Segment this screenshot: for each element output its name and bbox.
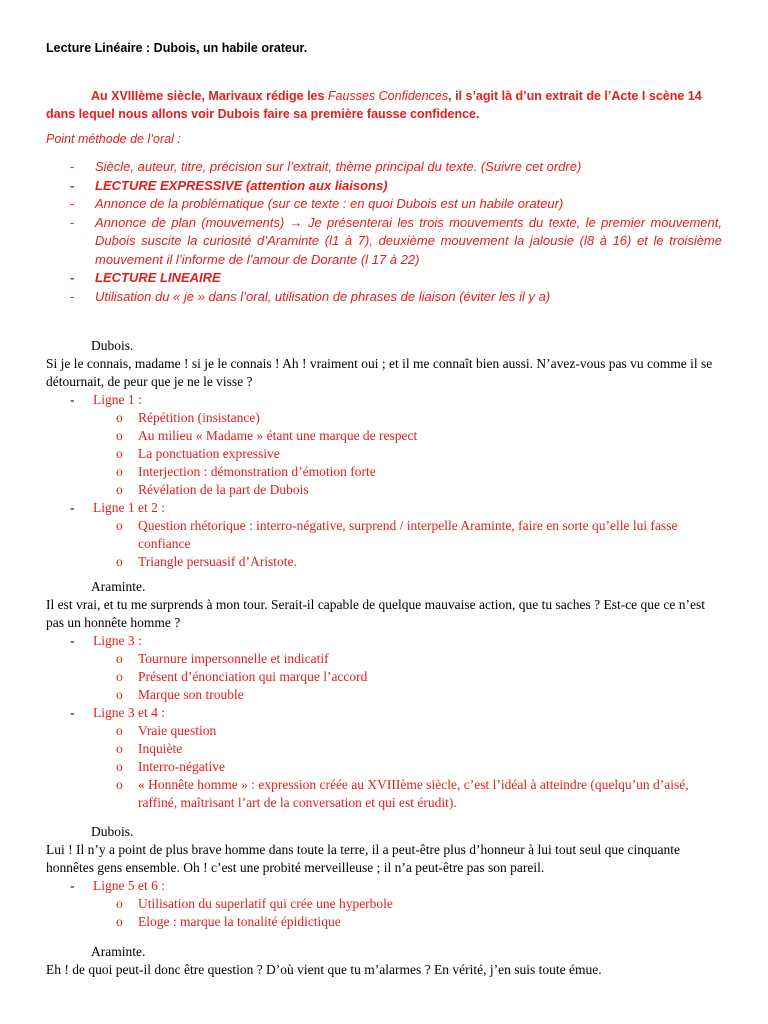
- note-items: [93, 722, 722, 812]
- note-group: [46, 499, 722, 571]
- bullet-marker: o: [116, 518, 123, 533]
- intro-before: Au XVIIIème siècle, Marivaux rédige les: [91, 89, 328, 103]
- note-item: [93, 776, 722, 812]
- note-items: [93, 895, 722, 931]
- note-item-text: Présent d’énonciation qui marque l’accord: [138, 669, 368, 684]
- note-list: [46, 632, 722, 812]
- note-item: [93, 463, 722, 481]
- note-item-text: Interro-négative: [138, 759, 225, 774]
- dash-marker: -: [70, 270, 75, 285]
- bullet-marker: o: [116, 428, 123, 443]
- bullet-marker: o: [116, 482, 123, 497]
- note-item-text: La ponctuation expressive: [138, 446, 280, 461]
- note-group: [46, 704, 722, 812]
- note-item-text: Répétition (insistance): [138, 410, 260, 425]
- method-heading: Point méthode de l’oral :: [46, 132, 181, 146]
- note-item: [93, 722, 722, 740]
- note-item: [93, 445, 722, 463]
- intro-after: , il s’agit là d’un extrait de l’Acte I scène 14 dans lequel nous allons voir Dubois faire sa première fausse confidence.: [46, 89, 702, 121]
- dash-marker: -: [70, 214, 75, 230]
- note-group: [46, 632, 722, 704]
- method-item-text: Annonce de plan (mouvements) → Je présenterai les trois mouvements du texte, le premier mouvement, Dubois suscite la curiosité d’Araminte (l1 à 7), deuxième mouvement la jalousie (l8 à 16) et le troisième mouvement il l’informe de l’amour de Dorante (l 17 à 22): [95, 214, 722, 267]
- speech-text: Il est vrai, et tu me surprends à mon tour. Serait-il capable de quelque mauvaise action, que tu saches ? Est-ce que ce n’est pas un honnête homme ?: [46, 597, 706, 630]
- method-item: [46, 269, 722, 288]
- note-list: [46, 391, 722, 571]
- method-item-text: LECTURE LINEAIRE: [95, 270, 221, 285]
- dialogue-block: [46, 337, 722, 571]
- speaker-name: Dubois.: [91, 338, 134, 353]
- bullet-marker: o: [116, 741, 123, 756]
- speech-text: Si je le connais, madame ! si je le connais ! Ah ! vraiment oui ; et il me connaît bien aussi. N’avez-vous pas vu comme il se détournait, de peur que je ne le visse ?: [46, 356, 713, 389]
- intro-work-title: Fausses Confidences: [327, 89, 449, 103]
- note-items: [93, 517, 722, 571]
- note-label: Ligne 5 et 6 :: [93, 878, 165, 893]
- note-item: [93, 668, 722, 686]
- method-item-text: LECTURE EXPRESSIVE (attention aux liaisons): [95, 177, 388, 193]
- dash-marker: -: [70, 392, 75, 407]
- note-item-text: Tournure impersonnelle et indicatif: [138, 651, 329, 666]
- document-title: Lecture Linéaire : Dubois, un habile orateur.: [46, 41, 308, 55]
- speaker-name: Araminte.: [91, 944, 146, 959]
- intro-paragraph: [46, 87, 722, 123]
- note-item-text: Question rhétorique : interro-négative, surprend / interpelle Araminte, faire en sorte qu’elle lui fasse confiance: [138, 518, 678, 551]
- note-items: [93, 650, 722, 704]
- method-item: [46, 214, 722, 270]
- dialogue-block: [46, 823, 722, 931]
- dash-marker: -: [70, 288, 75, 304]
- note-item-text: « Honnête homme » : expression créée au XVIIIème siècle, c’est l’idéal à atteindre (quelqu’un d’aisé, raffiné, maîtrisant l’art de la conversation et qui est érudit).: [138, 777, 689, 810]
- note-group: [46, 877, 722, 931]
- bullet-marker: o: [116, 687, 123, 702]
- note-item-text: Triangle persuasif d’Aristote.: [138, 554, 297, 569]
- note-item-text: Inquiète: [138, 741, 183, 756]
- note-item: [93, 517, 722, 553]
- note-list: [46, 877, 722, 931]
- dash-marker: -: [70, 705, 75, 720]
- note-label: Ligne 1 et 2 :: [93, 500, 165, 515]
- method-item: [46, 195, 722, 214]
- note-label: Ligne 3 :: [93, 633, 142, 648]
- bullet-marker: o: [116, 777, 123, 792]
- dash-marker: -: [70, 159, 75, 174]
- dash-marker: -: [70, 878, 75, 893]
- note-group: [46, 391, 722, 499]
- dialogue-block: [46, 578, 722, 812]
- dash-marker: -: [70, 177, 75, 193]
- note-item: [93, 686, 722, 704]
- bullet-marker: o: [116, 896, 123, 911]
- note-item-text: Interjection : démonstration d’émotion forte: [138, 464, 376, 479]
- note-item: [93, 650, 722, 668]
- bullet-marker: o: [116, 914, 123, 929]
- bullet-marker: o: [116, 410, 123, 425]
- method-item-text: Annonce de la problématique (sur ce texte : en quoi Dubois est un habile orateur): [95, 196, 564, 211]
- dash-marker: -: [70, 196, 75, 211]
- note-item-text: Utilisation du superlatif qui crée une hyperbole: [138, 896, 393, 911]
- bullet-marker: o: [116, 669, 123, 684]
- bullet-marker: o: [116, 651, 123, 666]
- method-item-text: Utilisation du « je » dans l’oral, utilisation de phrases de liaison (éviter les il y a): [95, 288, 551, 304]
- speaker-name: Araminte.: [91, 579, 146, 594]
- note-item-text: Révélation de la part de Dubois: [138, 482, 309, 497]
- note-item: [93, 409, 722, 427]
- note-item-text: Au milieu « Madame » étant une marque de respect: [138, 428, 418, 443]
- dash-marker: -: [70, 500, 75, 515]
- bullet-marker: o: [116, 464, 123, 479]
- bullet-marker: o: [116, 723, 123, 738]
- note-item: [93, 758, 722, 776]
- note-item-text: Eloge : marque la tonalité épidictique: [138, 914, 341, 929]
- note-label: Ligne 1 :: [93, 392, 142, 407]
- method-list: [46, 158, 722, 306]
- dash-marker: -: [70, 633, 75, 648]
- note-item: [93, 427, 722, 445]
- speaker-name: Dubois.: [91, 824, 134, 839]
- bullet-marker: o: [116, 759, 123, 774]
- note-item-text: Marque son trouble: [138, 687, 244, 702]
- note-item: [93, 481, 722, 499]
- note-label: Ligne 3 et 4 :: [93, 705, 165, 720]
- note-item: [93, 740, 722, 758]
- speech-text: Lui ! Il n’y a point de plus brave homme dans toute la terre, il a peut-être plus d’honneur à lui tout seul que cinquante honnêtes gens ensemble. Oh ! c’est une probité merveilleuse ; il n’a peut-être pas son pareil.: [46, 842, 680, 875]
- note-items: [93, 409, 722, 499]
- method-item: [46, 288, 722, 307]
- bullet-marker: o: [116, 554, 123, 569]
- note-item: [93, 553, 722, 571]
- method-item: [46, 158, 722, 177]
- note-item-text: Vraie question: [138, 723, 217, 738]
- dialogue-block: [46, 943, 722, 979]
- note-item: [93, 913, 722, 931]
- bullet-marker: o: [116, 446, 123, 461]
- method-item-text: Siècle, auteur, titre, précision sur l’extrait, thème principal du texte. (Suivre cet ordre): [95, 159, 582, 174]
- method-item: [46, 177, 722, 196]
- speech-text: Eh ! de quoi peut-il donc être question ? D’où vient que tu m’alarmes ? En vérité, j’en suis toute émue.: [46, 962, 602, 977]
- note-item: [93, 895, 722, 913]
